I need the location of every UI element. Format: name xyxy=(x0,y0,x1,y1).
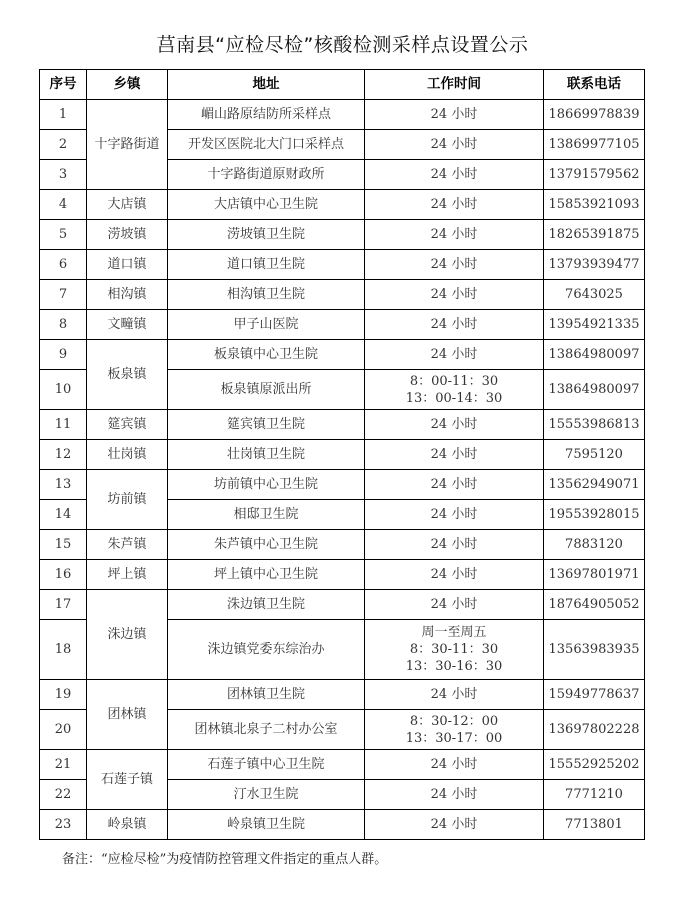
hours-line: 24 小时 xyxy=(430,257,478,272)
cell-phone: 13793939477 xyxy=(544,250,645,280)
cell-town: 十字路街道 xyxy=(87,100,168,190)
cell-phone: 18764905052 xyxy=(544,590,645,620)
table-row xyxy=(40,190,645,220)
cell-phone: 7595120 xyxy=(544,440,645,470)
hours-line: 8：00-11：30 xyxy=(409,373,499,389)
cell-address: 洙边镇卫生院 xyxy=(168,590,365,620)
cell-phone: 15552925202 xyxy=(544,750,645,780)
cell-no: 16 xyxy=(40,560,87,590)
hours-line: 24 小时 xyxy=(430,347,478,362)
cell-address: 相沟镇卫生院 xyxy=(168,280,365,310)
hours-line: 13：30-17：00 xyxy=(405,730,503,746)
cell-phone: 15853921093 xyxy=(544,190,645,220)
table-row xyxy=(40,410,645,440)
cell-hours xyxy=(365,370,544,410)
cell-no: 5 xyxy=(40,220,87,250)
cell-address: 涝坡镇卫生院 xyxy=(168,220,365,250)
cell-phone: 13864980097 xyxy=(544,370,645,410)
hours-line: 周一至周五 xyxy=(421,625,487,640)
page-title: 莒南县“应检尽检”核酸检测采样点设置公示 xyxy=(156,34,529,56)
cell-no: 3 xyxy=(40,160,87,190)
cell-hours xyxy=(365,190,544,220)
cell-phone: 7883120 xyxy=(544,530,645,560)
hours-line: 8：30-12：00 xyxy=(409,713,499,729)
cell-hours xyxy=(365,750,544,780)
cell-hours xyxy=(365,710,544,750)
cell-town: 大店镇 xyxy=(87,190,168,220)
cell-address: 甲子山医院 xyxy=(168,310,365,340)
cell-hours xyxy=(365,310,544,340)
table-row xyxy=(40,280,645,310)
cell-phone: 13954921335 xyxy=(544,310,645,340)
cell-no: 21 xyxy=(40,750,87,780)
cell-hours xyxy=(365,160,544,190)
table-row xyxy=(40,470,645,500)
table-row xyxy=(40,220,645,250)
cell-hours xyxy=(365,470,544,500)
cell-address: 岭泉镇卫生院 xyxy=(168,810,365,840)
cell-hours xyxy=(365,530,544,560)
cell-address: 汀水卫生院 xyxy=(168,780,365,810)
cell-no: 19 xyxy=(40,680,87,710)
hours-line: 24 小时 xyxy=(430,287,478,302)
cell-hours xyxy=(365,440,544,470)
cell-address: 洙边镇党委东综治办 xyxy=(168,620,365,680)
cell-hours xyxy=(365,590,544,620)
hours-line: 24 小时 xyxy=(430,787,478,802)
header-address: 地址 xyxy=(168,70,365,100)
cell-town: 涝坡镇 xyxy=(87,220,168,250)
hours-line: 13：30-16：30 xyxy=(405,659,503,674)
cell-no: 17 xyxy=(40,590,87,620)
footnote: 备注：“应检尽检”为疫情防控管理文件指定的重点人群。 xyxy=(62,852,388,867)
table-row xyxy=(40,560,645,590)
sampling-sites-table xyxy=(39,69,645,840)
cell-address: 团林镇北泉子二村办公室 xyxy=(168,710,365,750)
cell-address: 板泉镇中心卫生院 xyxy=(168,340,365,370)
cell-town: 岭泉镇 xyxy=(87,810,168,840)
table-row xyxy=(40,810,645,840)
cell-phone: 13697802228 xyxy=(544,710,645,750)
table-row xyxy=(40,530,645,560)
cell-no: 15 xyxy=(40,530,87,560)
cell-address: 大店镇中心卫生院 xyxy=(168,190,365,220)
cell-no: 4 xyxy=(40,190,87,220)
cell-phone: 15553986813 xyxy=(544,410,645,440)
table-row xyxy=(40,310,645,340)
cell-no: 20 xyxy=(40,710,87,750)
cell-address: 坊前镇中心卫生院 xyxy=(168,470,365,500)
table-row xyxy=(40,340,645,370)
cell-town: 坊前镇 xyxy=(87,470,168,530)
cell-phone: 13869977105 xyxy=(544,130,645,160)
cell-no: 11 xyxy=(40,410,87,440)
cell-town: 相沟镇 xyxy=(87,280,168,310)
cell-phone: 13791579562 xyxy=(544,160,645,190)
hours-line: 24 小时 xyxy=(430,537,478,552)
cell-address: 朱芦镇中心卫生院 xyxy=(168,530,365,560)
cell-hours xyxy=(365,680,544,710)
cell-no: 8 xyxy=(40,310,87,340)
cell-phone: 13562949071 xyxy=(544,470,645,500)
hours-line: 24 小时 xyxy=(430,597,478,612)
cell-hours xyxy=(365,340,544,370)
hours-line: 24 小时 xyxy=(430,817,478,832)
cell-no: 2 xyxy=(40,130,87,160)
hours-line: 24 小时 xyxy=(430,447,478,462)
cell-hours xyxy=(365,560,544,590)
table-row xyxy=(40,100,645,130)
cell-town: 石莲子镇 xyxy=(87,750,168,810)
hours-line: 24 小时 xyxy=(430,167,478,182)
cell-town: 洙边镇 xyxy=(87,590,168,680)
cell-hours xyxy=(365,220,544,250)
header-phone: 联系电话 xyxy=(544,70,645,100)
table-row xyxy=(40,750,645,780)
table-row xyxy=(40,680,645,710)
hours-line: 24 小时 xyxy=(430,317,478,332)
hours-line: 24 小时 xyxy=(430,567,478,582)
cell-phone: 15949778637 xyxy=(544,680,645,710)
cell-no: 14 xyxy=(40,500,87,530)
hours-line: 8：30-11：30 xyxy=(409,642,499,657)
header-hours: 工作时间 xyxy=(365,70,544,100)
cell-no: 23 xyxy=(40,810,87,840)
cell-no: 10 xyxy=(40,370,87,410)
cell-phone: 18669978839 xyxy=(544,100,645,130)
hours-line: 24 小时 xyxy=(430,227,478,242)
header-town: 乡镇 xyxy=(87,70,168,100)
cell-address: 团林镇卫生院 xyxy=(168,680,365,710)
cell-address: 壮岗镇卫生院 xyxy=(168,440,365,470)
cell-hours xyxy=(365,780,544,810)
cell-hours xyxy=(365,280,544,310)
hours-line: 24 小时 xyxy=(430,757,478,772)
cell-hours xyxy=(365,410,544,440)
cell-address: 石莲子镇中心卫生院 xyxy=(168,750,365,780)
cell-no: 22 xyxy=(40,780,87,810)
cell-town: 筵宾镇 xyxy=(87,410,168,440)
cell-phone: 19553928015 xyxy=(544,500,645,530)
cell-no: 13 xyxy=(40,470,87,500)
hours-line: 24 小时 xyxy=(430,687,478,702)
cell-address: 板泉镇原派出所 xyxy=(168,370,365,410)
cell-town: 文疃镇 xyxy=(87,310,168,340)
hours-line: 24 小时 xyxy=(430,197,478,212)
cell-hours xyxy=(365,130,544,160)
cell-town: 坪上镇 xyxy=(87,560,168,590)
cell-town: 团林镇 xyxy=(87,680,168,750)
cell-town: 朱芦镇 xyxy=(87,530,168,560)
cell-hours xyxy=(365,500,544,530)
cell-phone: 7771210 xyxy=(544,780,645,810)
cell-address: 筵宾镇卫生院 xyxy=(168,410,365,440)
hours-line: 24 小时 xyxy=(430,107,478,122)
cell-no: 7 xyxy=(40,280,87,310)
cell-address: 坪上镇中心卫生院 xyxy=(168,560,365,590)
table-row xyxy=(40,590,645,620)
cell-phone: 18265391875 xyxy=(544,220,645,250)
hours-line: 13：00-14：30 xyxy=(405,390,503,406)
cell-hours xyxy=(365,620,544,680)
cell-town: 板泉镇 xyxy=(87,340,168,410)
table-row xyxy=(40,440,645,470)
cell-phone: 13864980097 xyxy=(544,340,645,370)
hours-line: 24 小时 xyxy=(430,137,478,152)
cell-phone: 13697801971 xyxy=(544,560,645,590)
cell-hours xyxy=(365,250,544,280)
cell-no: 1 xyxy=(40,100,87,130)
table-row xyxy=(40,250,645,280)
cell-address: 道口镇卫生院 xyxy=(168,250,365,280)
cell-address: 相邸卫生院 xyxy=(168,500,365,530)
cell-no: 12 xyxy=(40,440,87,470)
cell-no: 9 xyxy=(40,340,87,370)
table-header-row xyxy=(40,70,645,100)
cell-phone: 7643025 xyxy=(544,280,645,310)
cell-phone: 13563983935 xyxy=(544,620,645,680)
cell-phone: 7713801 xyxy=(544,810,645,840)
hours-line: 24 小时 xyxy=(430,417,478,432)
header-no: 序号 xyxy=(40,70,87,100)
cell-no: 6 xyxy=(40,250,87,280)
cell-hours xyxy=(365,100,544,130)
cell-address: 嵋山路原结防所采样点 xyxy=(168,100,365,130)
cell-no: 18 xyxy=(40,620,87,680)
cell-town: 壮岗镇 xyxy=(87,440,168,470)
hours-line: 24 小时 xyxy=(430,507,478,522)
cell-hours xyxy=(365,810,544,840)
hours-line: 24 小时 xyxy=(430,477,478,492)
cell-address: 十字路街道原财政所 xyxy=(168,160,365,190)
cell-address: 开发区医院北大门口采样点 xyxy=(168,130,365,160)
cell-town: 道口镇 xyxy=(87,250,168,280)
